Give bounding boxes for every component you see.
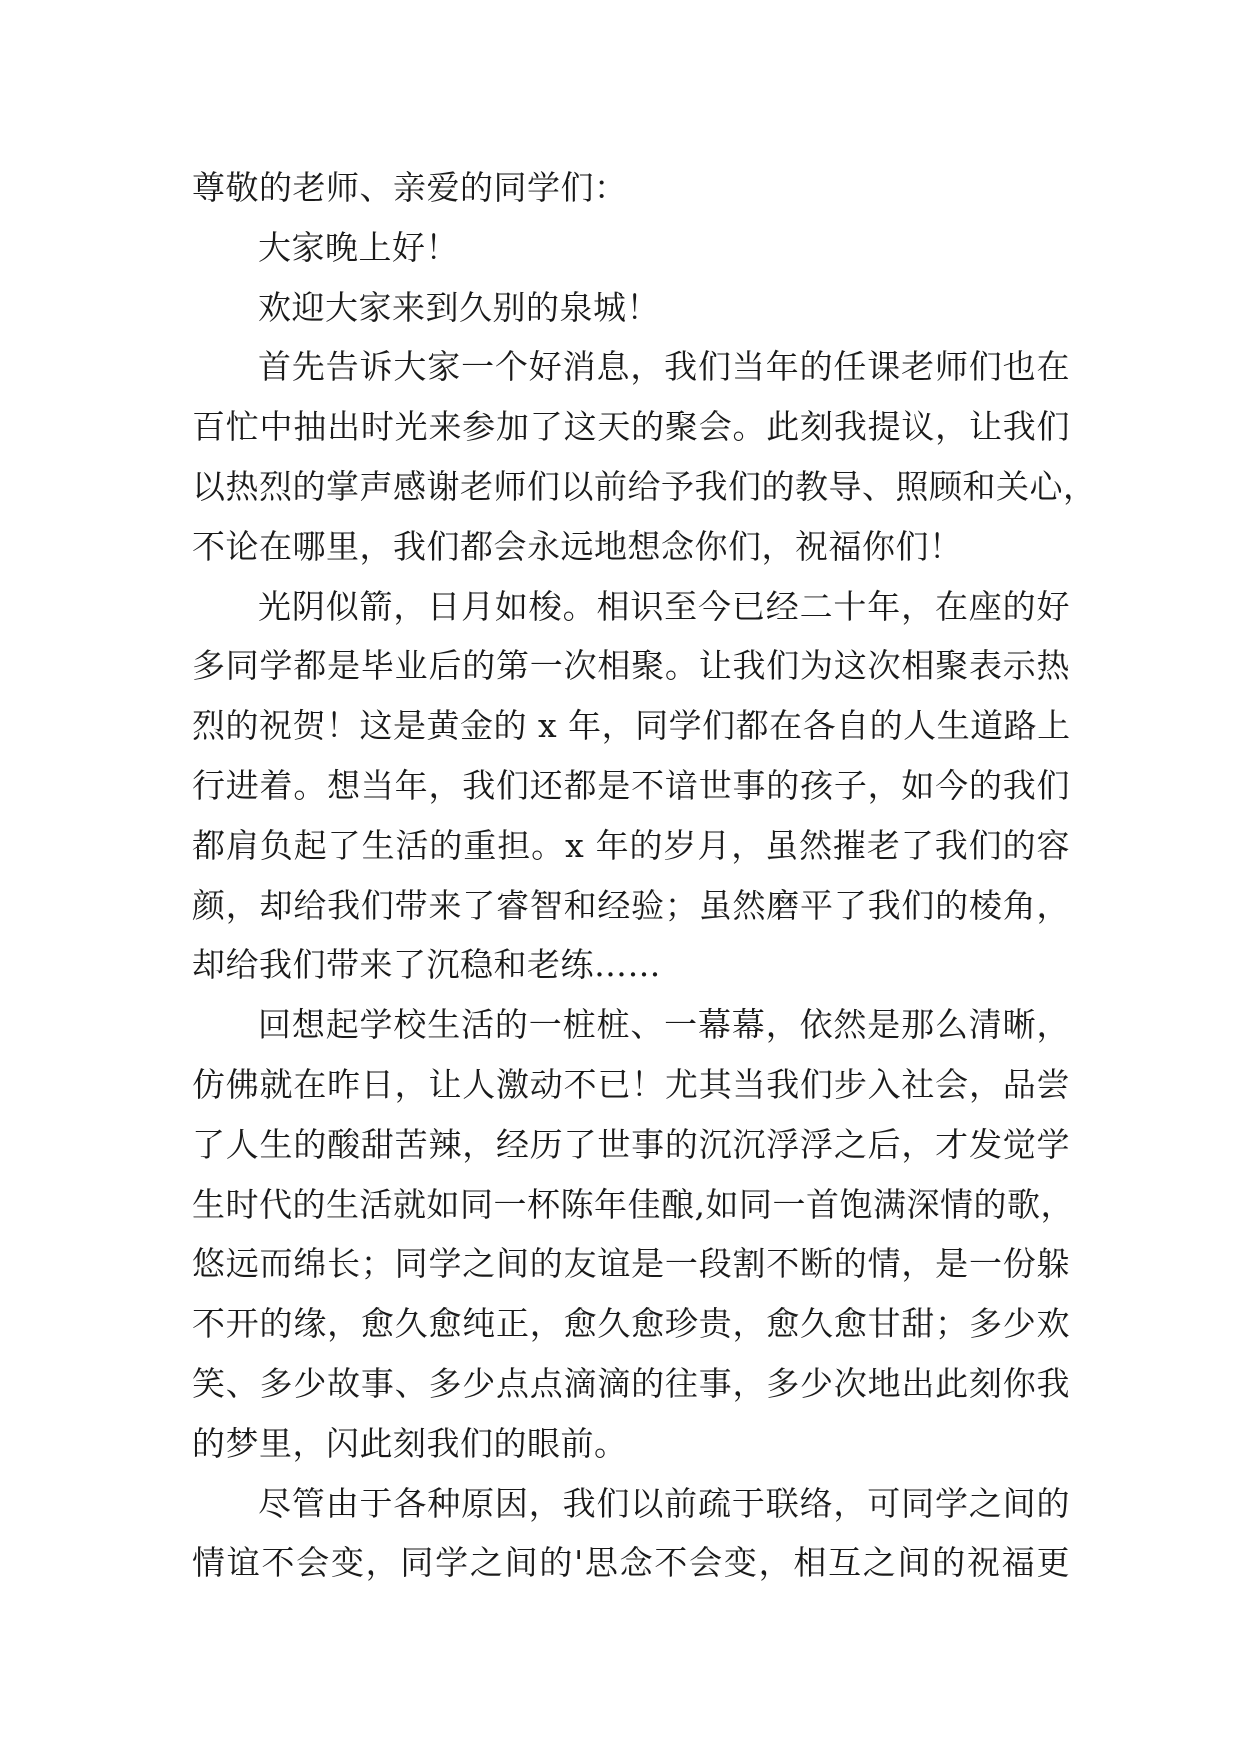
text-line: 情谊不会变，同学之间的'思念不会变，相互之间的祝福更 bbox=[192, 1543, 1070, 1583]
text-line: 多同学都是毕业后的第一次相聚。让我们为这次相聚表示热 bbox=[192, 646, 1070, 686]
text-line: 不开的缘，愈久愈纯正，愈久愈珍贵，愈久愈甘甜；多少欢 bbox=[192, 1304, 1070, 1344]
text-line: 悠远而绵长；同学之间的友谊是一段割不断的情，是一份躲 bbox=[192, 1244, 1070, 1284]
text-line: 百忙中抽出时光来参加了这天的聚会。此刻我提议，让我们 bbox=[192, 407, 1070, 447]
text-line: 了人生的酸甜苦辣，经历了世事的沉沉浮浮之后，才发觉学 bbox=[192, 1124, 1070, 1164]
text-line: 都肩负起了生活的重担。x 年的岁月，虽然摧老了我们的容 bbox=[192, 825, 1070, 865]
text-line: 却给我们带来了沉稳和老练…… bbox=[192, 945, 661, 985]
text-line: 光阴似箭，日月如梭。相识至今已经二十年，在座的好 bbox=[258, 586, 1070, 626]
text-line: 的梦里，闪此刻我们的眼前。 bbox=[192, 1423, 628, 1463]
text-line: 大家晚上好！ bbox=[258, 227, 459, 267]
speech-body bbox=[192, 158, 1097, 1593]
text-line: 生时代的生活就如同一杯陈年佳酿,如同一首饱满深情的歌， bbox=[192, 1184, 1074, 1224]
text-line: 烈的祝贺！这是黄金的 x 年，同学们都在各自的人生道路上 bbox=[192, 706, 1071, 746]
text-line: 行进着。想当年，我们还都是不谙世事的孩子，如今的我们 bbox=[192, 765, 1070, 805]
text-line: 首先告诉大家一个好消息，我们当年的任课老师们也在 bbox=[258, 347, 1070, 387]
text-line: 不论在哪里，我们都会永远地想念你们，祝福你们！ bbox=[192, 526, 963, 566]
text-line: 颜，却给我们带来了睿智和经验；虽然磨平了我们的棱角， bbox=[192, 885, 1070, 925]
text-line: 回想起学校生活的一桩桩、一幕幕，依然是那么清晰， bbox=[258, 1005, 1070, 1045]
text-line: 欢迎大家来到久别的泉城！ bbox=[258, 287, 660, 327]
text-line: 仿佛就在昨日，让人激动不已！尤其当我们步入社会，品尝 bbox=[192, 1064, 1070, 1104]
text-line: 笑、多少故事、多少点点滴滴的往事，多少次地出此刻你我 bbox=[192, 1363, 1070, 1403]
text-line: 尽管由于各种原因，我们以前疏于联络，可同学之间的 bbox=[258, 1483, 1070, 1523]
text-line: 以热烈的掌声感谢老师们以前给予我们的教导、照顾和关心， bbox=[192, 466, 1097, 506]
text-line: 尊敬的老师、亲爱的同学们： bbox=[192, 168, 628, 207]
